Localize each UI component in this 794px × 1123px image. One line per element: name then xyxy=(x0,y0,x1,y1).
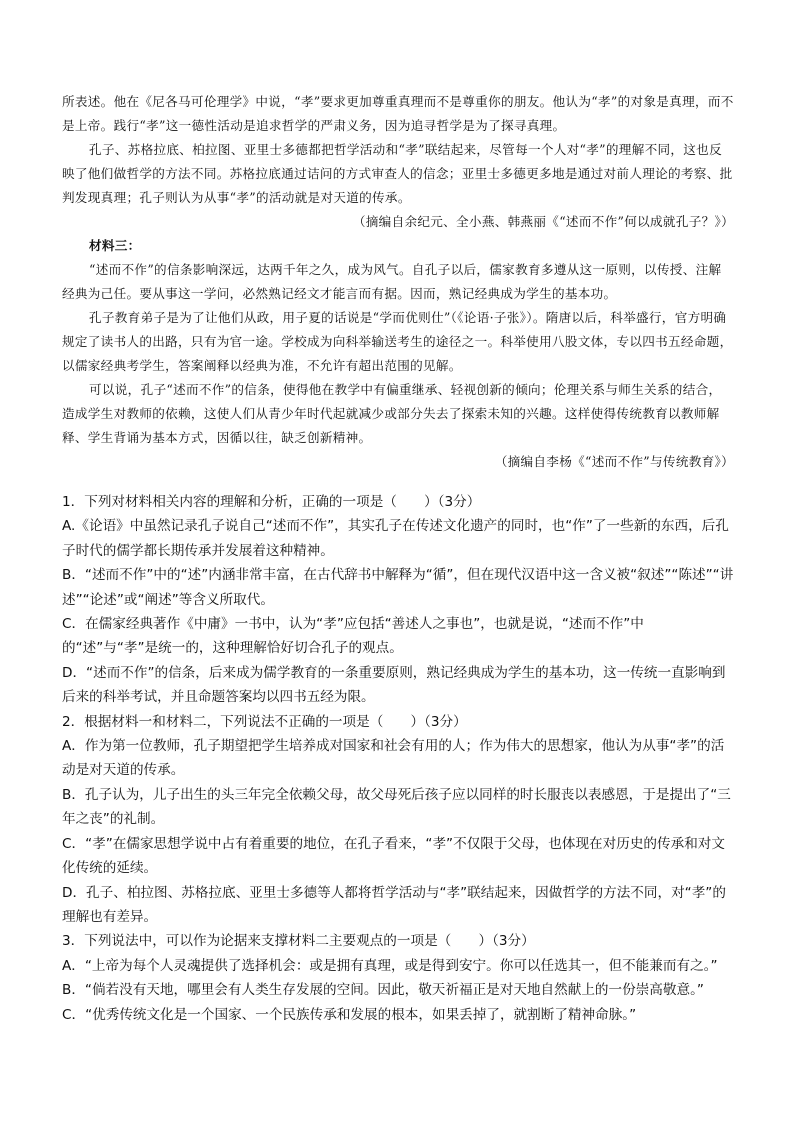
question-stem: 1．下列对材料相关内容的理解和分析，正确的一项是（ ）（3分） xyxy=(62,494,481,510)
option-c: C．在儒家经典著作《中庸》一书中，认为“孝”应包括“善述人之事也”，也就是说，“述而不作”中的“述”与“孝”是统一的，这种理解恰好切合孔子的观点。 xyxy=(62,616,644,657)
option-a: A．作为第一位教师，孔子期望把学生培养成对国家和社会有用的人；作为伟大的思想家，他认为从事“孝”的活动是对天道的传承。 xyxy=(62,738,725,779)
question-stem: 2．根据材料一和材料二，下列说法不正确的一项是（ ）（3分） xyxy=(62,713,467,730)
option-c: C．“优秀传统文化是一个国家、一个民族传承和发展的根本，如果丢掉了，就割断了精神命脉。” xyxy=(62,1006,637,1023)
questions xyxy=(62,490,734,1027)
option-d: D．孔子、柏拉图、苏格拉底、亚里士多德等人都将哲学活动与“孝”联结起来，因做哲学的方法不同，对“孝”的理解也有差异。 xyxy=(62,884,726,925)
paragraph: 所表述。他在《尼各马可伦理学》中说，“孝”要求更加尊重真理而不是尊重你的朋友。他认为“孝”的对象是真理，而不是上帝。践行“孝”这一德性活动是追求哲学的严肃义务，因为追寻哲学是为了探寻真理。 xyxy=(62,94,734,133)
option-b: B．“述而不作”中的“述”内涵非常丰富，在古代辞书中解释为“循”，但在现代汉语中这一含义被“叙述”“陈述”“讲述”“论述”或“阐述”等含义所取代。 xyxy=(62,567,734,608)
option-c: C．“孝”在儒家思想学说中占有着重要的地位，在孔子看来，“孝”不仅限于父母，也体现在对历史的传承和对文化传统的延续。 xyxy=(62,835,725,877)
option-b: B．“倘若没有天地，哪里会有人类生存发展的空间。因此，敬天祈福正是对天地自然献上的一份崇高敬意。” xyxy=(62,982,704,999)
material-three xyxy=(62,234,734,474)
paragraph: 孔子教育弟子是为了让他们从政，用子夏的话说是“学而优则仕”（《论语·子张》）。隋唐以后，科举盛行，官方明确规定了读书人的出路，只有为官一途。学校成为向科举输送考生的途径之一。科举使用八股文体，专以四书五经命题，以儒家经典考学生，答案阐释以经典为准，不允许有超出范围的见解。 xyxy=(62,310,733,373)
option-a: A.《论语》中虽然记录孔子说自己“述而不作”，其实孔子在传述文化遗产的同时，也“作”了一些新的东西，后孔子时代的儒学都长期传承并发展着这种精神。 xyxy=(62,518,729,559)
material-label: 材料三： xyxy=(89,238,141,253)
paragraph: 孔子、苏格拉底、柏拉图、亚里士多德都把哲学活动和“孝”联结起来，尽管每一个人对“孝”的理解不同，这也反映了他们做哲学的方法不同。苏格拉底通过诘问的方式审查人的信念；亚里士多德更多地是通过对前人理论的考察、批判发现真理；孔子则认为从事“孝”的活动就是对天道的传承。 xyxy=(62,142,733,205)
option-b: B．孔子认为，儿子出生的头三年完全依赖父母，故父母死后孩子应以同样的时长服丧以表感恩，于是提出了“三年之丧”的礼制。 xyxy=(62,786,731,828)
option-a: A．“上帝为每个人灵魂提供了选择机会：或是拥有真理，或是得到安宁。你可以任选其一，但不能兼而有之。” xyxy=(62,957,718,974)
paragraph: 可以说，孔子“述而不作”的信条，使得他在教学中有偏重继承、轻视创新的倾向；伦理关系与师生关系的结合，造成学生对教师的依赖，这使人们从青少年时代起就减少或部分失去了探索未知的兴趣。这样使得传统教育以教师解释、学生背诵为基本方式，因循以往，缺乏创新精神。 xyxy=(62,382,722,445)
source-citation: （摘编自余纪元、全小燕、韩燕丽《“述而不作”何以成就孔子？》） xyxy=(352,214,734,229)
option-d: D．“述而不作”的信条，后来成为儒学教育的一条重要原则，熟记经典成为学生的基本功，这一传统一直影响到后来的科举考试，并且命题答案均以四书五经为限。 xyxy=(62,664,726,706)
paragraph: “述而不作”的信条影响深远，达两千年之久，成为风气。自孔子以后，儒家教育多遵从这一原则，以传授、注解经典为己任。要从事这一学问，必然熟记经文才能言而有据。因而，熟记经典成为学生的基本功。 xyxy=(62,262,722,301)
source-citation: （摘编自李杨《“述而不作”与传统教育》） xyxy=(494,454,734,469)
passage2-tail xyxy=(62,90,734,234)
question-stem: 3．下列说法中，可以作为论据来支撑材料二主要观点的一项是（ ）（3分） xyxy=(62,933,535,950)
